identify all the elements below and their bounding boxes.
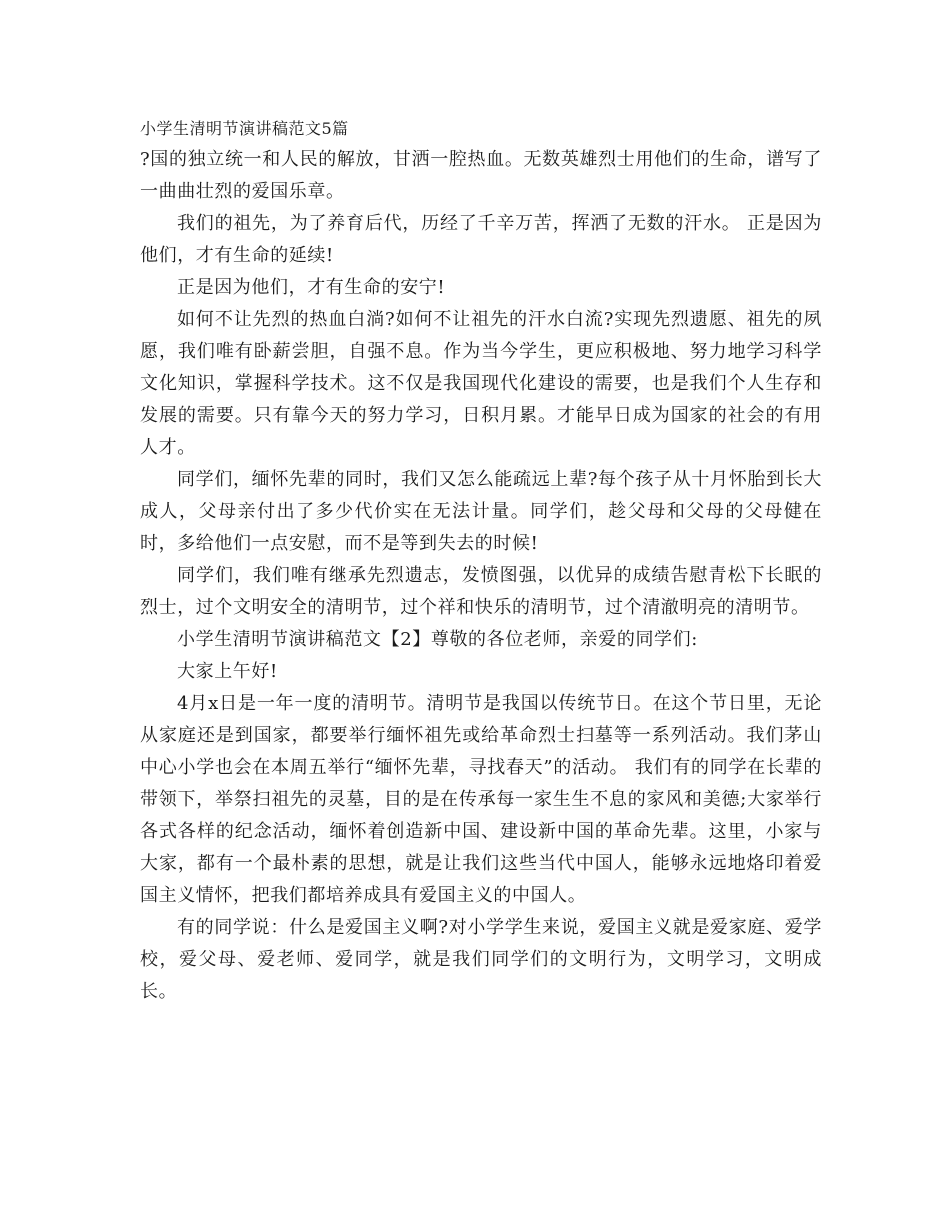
document-body — [140, 144, 822, 1008]
paragraph-3: 正是因为他们，才有生命的安宁! — [177, 277, 446, 298]
paragraph-2: 我们的祖先，为了养育后代，历经了千辛万苦，挥洒了无数的汗水。 正是因为他们，才有生命的延续! — [140, 213, 822, 266]
paragraph-4: 如何不让先烈的热血白淌?如何不让祖先的汗水白流?实现先烈遗愿、祖先的夙愿，我们唯有卧薪尝胆，自强不息。作为当今学生，更应积极地、努力地学习科学文化知识，掌握科学技术。这不仅是我国现代化建设的需要，也是我们个人生存和发展的需要。只有靠今天的努力学习，日积月累。才能早日成为国家的社会的有用人才。 — [140, 309, 823, 458]
document-title: 小学生清明节演讲稿范文5篇 — [140, 119, 349, 138]
paragraph-10: 有的同学说：什么是爱国主义啊?对小学学生来说，爱国主义就是爱家庭、爱学校，爱父母、爱老师、爱同学，就是我们同学们的文明行为，文明学习，文明成长。 — [140, 917, 822, 1002]
paragraph-6: 同学们，我们唯有继承先烈遗志，发愤图强，以优异的成绩告慰青松下长眠的烈士，过个文明安全的清明节，过个祥和快乐的清明节，过个清澈明亮的清明节。 — [140, 565, 822, 618]
paragraph-7: 小学生清明节演讲稿范文【2】尊敬的各位老师，亲爱的同学们: — [177, 629, 698, 650]
paragraph-8: 大家上午好! — [177, 661, 278, 682]
paragraph-1: ?国的独立统一和人民的解放，甘洒一腔热血。无数英雄烈士用他们的生命，谱写了一曲曲壮烈的爱国乐章。 — [140, 149, 822, 202]
document-page — [140, 116, 822, 1008]
paragraph-9: 4月x日是一年一度的清明节。清明节是我国以传统节日。在这个节日里，无论从家庭还是到国家，都要举行缅怀祖先或给革命烈士扫墓等一系列活动。我们茅山中心小学也会在本周五举行“缅怀先辈，寻找春天”的活动。 我们有的同学在长辈的带领下，举祭扫祖先的灵墓，目的是在传承每一家生生不息的家风和美德;大家举行各式各样的纪念活动，缅怀着创造新中国、建设新中国的革命先辈。这里，小家与大家，都有一个最朴素的思想，就是让我们这些当代中国人，能够永远地烙印着爱国主义情怀，把我们都培养成具有爱国主义的中国人。 — [140, 693, 822, 906]
paragraph-5: 同学们，缅怀先辈的同时，我们又怎么能疏远上辈?每个孩子从十月怀胎到长大成人，父母亲付出了多少代价实在无法计量。同学们，趁父母和父母的父母健在时，多给他们一点安慰，而不是等到失去的时候! — [140, 469, 822, 554]
